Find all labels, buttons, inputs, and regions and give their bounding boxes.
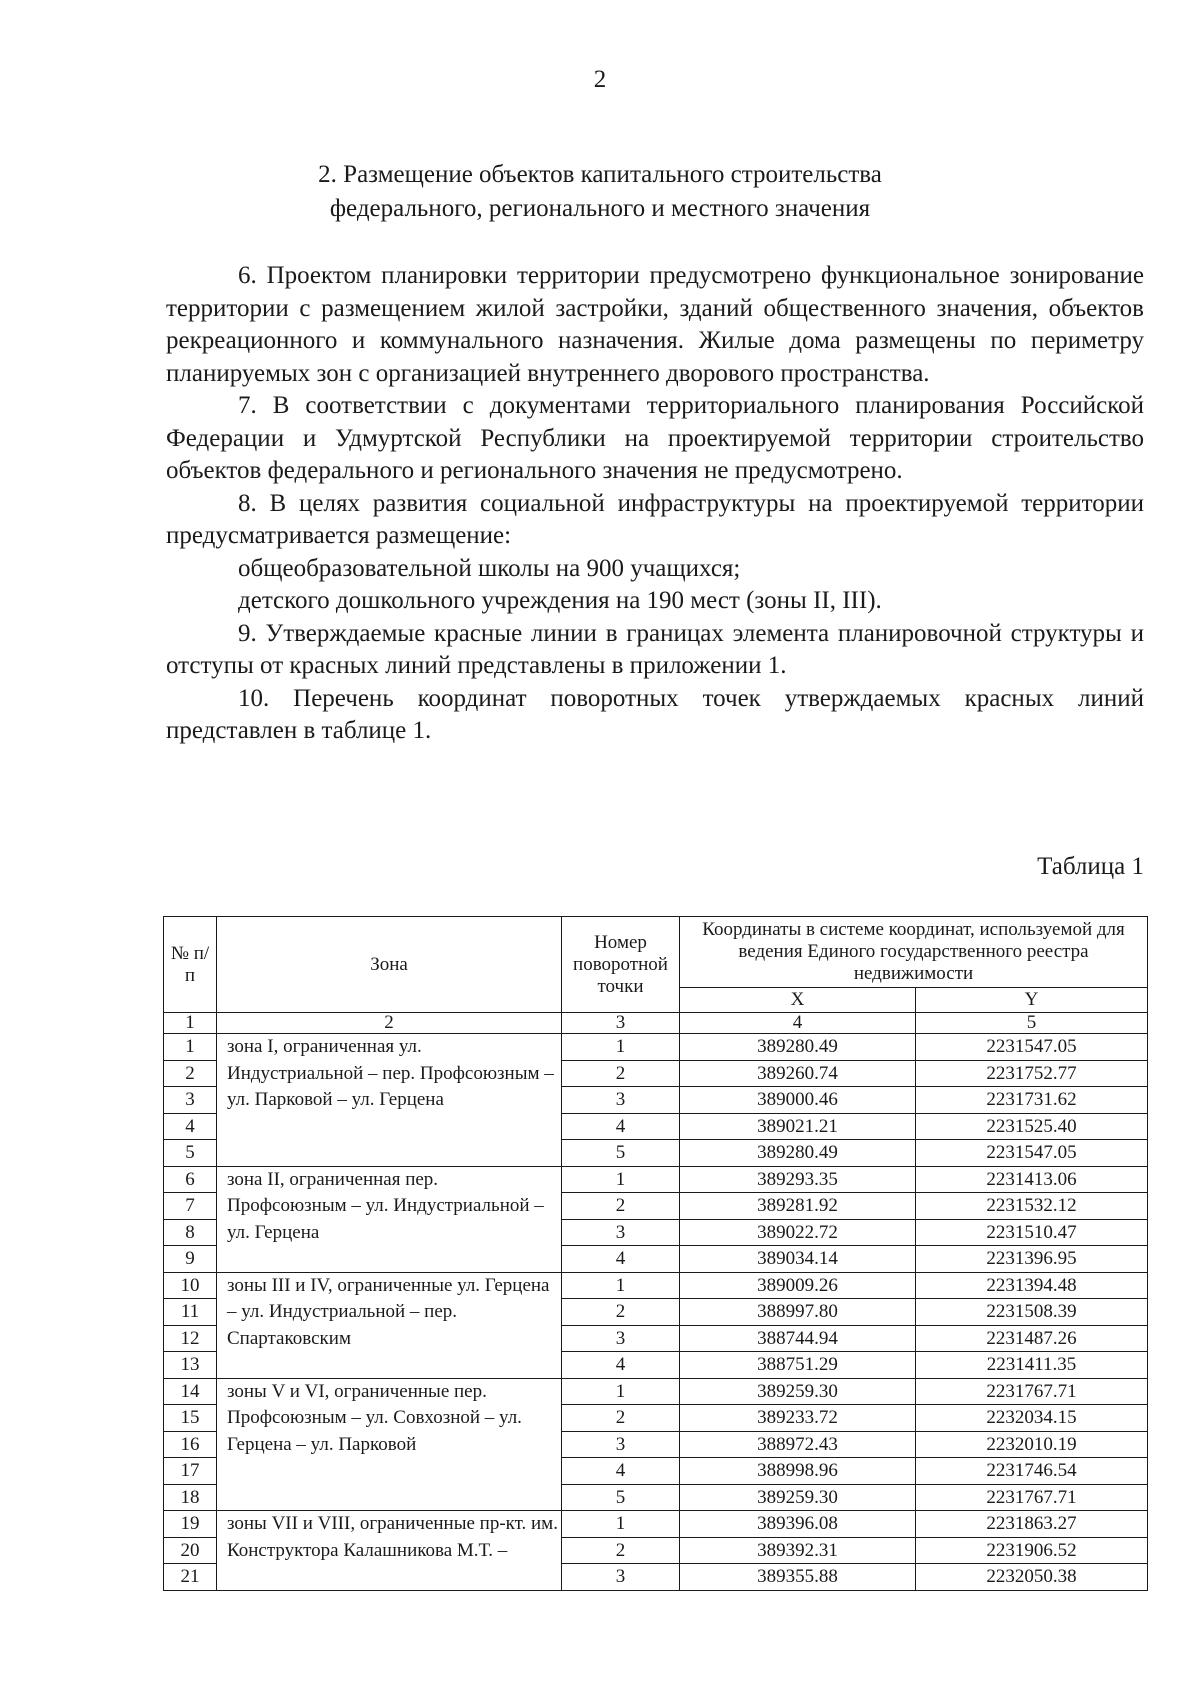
header-point: Номер поворотной точки (562, 917, 680, 1013)
column-number: 1 (164, 1013, 217, 1034)
table-row (164, 1378, 1148, 1405)
cell-point: 2 (562, 1299, 680, 1326)
cell-num: 7 (164, 1193, 217, 1220)
cell-y: 2232034.15 (916, 1405, 1148, 1432)
cell-y: 2231508.39 (916, 1299, 1148, 1326)
cell-y: 2231767.71 (916, 1484, 1148, 1511)
paragraph-10: 10. Перечень координат поворотных точек утверждаемых красных линий представлен в таблице 1. (166, 684, 1144, 744)
list-item-school: общеобразовательной школы на 900 учащихся; (238, 554, 741, 582)
cell-x: 389022.72 (680, 1219, 916, 1246)
cell-x: 389259.30 (680, 1484, 916, 1511)
table-row (164, 1272, 1148, 1299)
cell-num: 3 (164, 1087, 217, 1114)
document-body (166, 260, 1144, 748)
cell-y: 2231394.48 (916, 1272, 1148, 1299)
column-number-row (164, 1013, 1148, 1034)
cell-zone: зоны VII и VIII, ограниченные пр-кт. им. Конструктора Калашникова М.Т. – (217, 1511, 562, 1591)
cell-x: 389396.08 (680, 1511, 916, 1538)
header-num: № п/п (164, 917, 217, 1013)
column-number: 2 (217, 1013, 562, 1034)
cell-num: 8 (164, 1219, 217, 1246)
cell-y: 2231547.05 (916, 1140, 1148, 1167)
cell-point: 1 (562, 1378, 680, 1405)
cell-x: 389280.49 (680, 1140, 916, 1167)
heading-line-1: 2. Размещение объектов капитального строительства (318, 161, 882, 188)
cell-num: 9 (164, 1246, 217, 1273)
column-number: 5 (916, 1013, 1148, 1034)
cell-point: 1 (562, 1272, 680, 1299)
cell-point: 2 (562, 1537, 680, 1564)
cell-y: 2231396.95 (916, 1246, 1148, 1273)
cell-x: 389280.49 (680, 1034, 916, 1061)
cell-num: 17 (164, 1458, 217, 1485)
cell-y: 2231413.06 (916, 1166, 1148, 1193)
cell-num: 6 (164, 1166, 217, 1193)
cell-y: 2231532.12 (916, 1193, 1148, 1220)
cell-num: 2 (164, 1060, 217, 1087)
cell-x: 389259.30 (680, 1378, 916, 1405)
cell-point: 4 (562, 1246, 680, 1273)
cell-x: 389009.26 (680, 1272, 916, 1299)
cell-y: 2232010.19 (916, 1431, 1148, 1458)
table-row (164, 1034, 1148, 1061)
cell-point: 4 (562, 1352, 680, 1379)
cell-x: 388744.94 (680, 1325, 916, 1352)
paragraph-6: 6. Проектом планировки территории предусмотрено функциональное зонирование территории с размещением жилой застройки, зданий общественного значения, объектов рекреационного и коммунального назначения. Жилые дома размещены по периметру планируемых зон с организацией внутреннего дворового пространства. (166, 262, 1144, 387)
cell-point: 3 (562, 1325, 680, 1352)
cell-zone: зона II, ограниченная пер. Профсоюзным – ул. Индустриальной – ул. Герцена (217, 1166, 562, 1272)
table-caption: Таблица 1 (1037, 853, 1144, 880)
cell-num: 4 (164, 1113, 217, 1140)
paragraph-9: 9. Утверждаемые красные линии в границах элемента планировочной структуры и отступы от красных линий представлены в приложении 1. (166, 619, 1144, 679)
header-coords: Координаты в системе координат, используемой для ведения Единого государственного реестра недвижимости (680, 917, 1148, 988)
cell-point: 3 (562, 1431, 680, 1458)
cell-point: 4 (562, 1458, 680, 1485)
cell-point: 4 (562, 1113, 680, 1140)
column-number: 4 (680, 1013, 916, 1034)
cell-x: 389260.74 (680, 1060, 916, 1087)
cell-num: 20 (164, 1537, 217, 1564)
table-row (164, 1511, 1148, 1538)
cell-point: 2 (562, 1060, 680, 1087)
cell-point: 2 (562, 1193, 680, 1220)
cell-x: 389281.92 (680, 1193, 916, 1220)
cell-num: 14 (164, 1378, 217, 1405)
paragraph-7: 7. В соответствии с документами территориального планирования Российской Федерации и Удмуртской Республики на проектируемой территории строительство объектов федерального и регионального значения не предусмотрено. (166, 392, 1144, 484)
cell-point: 2 (562, 1405, 680, 1432)
cell-y: 2231525.40 (916, 1113, 1148, 1140)
cell-y: 2231746.54 (916, 1458, 1148, 1485)
cell-point: 3 (562, 1564, 680, 1591)
cell-zone: зоны V и VI, ограниченные пер. Профсоюзным – ул. Совхозной – ул. Герцена – ул. Парковой (217, 1378, 562, 1511)
coordinates-table (163, 916, 1148, 1591)
header-zone: Зона (217, 917, 562, 1013)
page-number: 2 (593, 66, 607, 93)
paragraph-8: 8. В целях развития социальной инфраструктуры на проектируемой территории предусматривается размещение: (166, 489, 1144, 549)
heading-line-2: федерального, регионального и местного значения (329, 195, 871, 222)
table-row (164, 1166, 1148, 1193)
cell-zone: зона I, ограниченная ул. Индустриальной – пер. Профсоюзным – ул. Парковой – ул. Герцена (217, 1034, 562, 1167)
cell-point: 1 (562, 1166, 680, 1193)
cell-x: 389355.88 (680, 1564, 916, 1591)
cell-x: 389293.35 (680, 1166, 916, 1193)
cell-y: 2231547.05 (916, 1034, 1148, 1061)
cell-num: 11 (164, 1299, 217, 1326)
cell-y: 2231906.52 (916, 1537, 1148, 1564)
cell-num: 21 (164, 1564, 217, 1591)
header-y: Y (916, 988, 1148, 1013)
cell-y: 2231411.35 (916, 1352, 1148, 1379)
cell-num: 19 (164, 1511, 217, 1538)
cell-point: 1 (562, 1511, 680, 1538)
cell-x: 389392.31 (680, 1537, 916, 1564)
cell-y: 2231487.26 (916, 1325, 1148, 1352)
cell-num: 1 (164, 1034, 217, 1061)
cell-point: 5 (562, 1140, 680, 1167)
cell-num: 5 (164, 1140, 217, 1167)
cell-x: 388751.29 (680, 1352, 916, 1379)
cell-x: 389000.46 (680, 1087, 916, 1114)
cell-x: 388972.43 (680, 1431, 916, 1458)
cell-point: 1 (562, 1034, 680, 1061)
cell-zone: зоны III и IV, ограниченные ул. Герцена – ул. Индустриальной – пер. Спартаковским (217, 1272, 562, 1378)
cell-num: 12 (164, 1325, 217, 1352)
cell-y: 2231731.62 (916, 1087, 1148, 1114)
cell-y: 2231767.71 (916, 1378, 1148, 1405)
section-heading (0, 158, 1200, 226)
cell-x: 388998.96 (680, 1458, 916, 1485)
cell-x: 389034.14 (680, 1246, 916, 1273)
cell-y: 2231752.77 (916, 1060, 1148, 1087)
list-item-kindergarten: детского дошкольного учреждения на 190 мест (зоны II, III). (238, 587, 882, 614)
cell-point: 3 (562, 1219, 680, 1246)
cell-x: 389021.21 (680, 1113, 916, 1140)
cell-num: 13 (164, 1352, 217, 1379)
cell-point: 3 (562, 1087, 680, 1114)
cell-point: 5 (562, 1484, 680, 1511)
cell-y: 2232050.38 (916, 1564, 1148, 1591)
cell-y: 2231510.47 (916, 1219, 1148, 1246)
cell-x: 389233.72 (680, 1405, 916, 1432)
cell-y: 2231863.27 (916, 1511, 1148, 1538)
cell-num: 16 (164, 1431, 217, 1458)
header-x: X (680, 988, 916, 1013)
cell-num: 10 (164, 1272, 217, 1299)
cell-num: 18 (164, 1484, 217, 1511)
cell-x: 388997.80 (680, 1299, 916, 1326)
cell-num: 15 (164, 1405, 217, 1432)
column-number: 3 (562, 1013, 680, 1034)
